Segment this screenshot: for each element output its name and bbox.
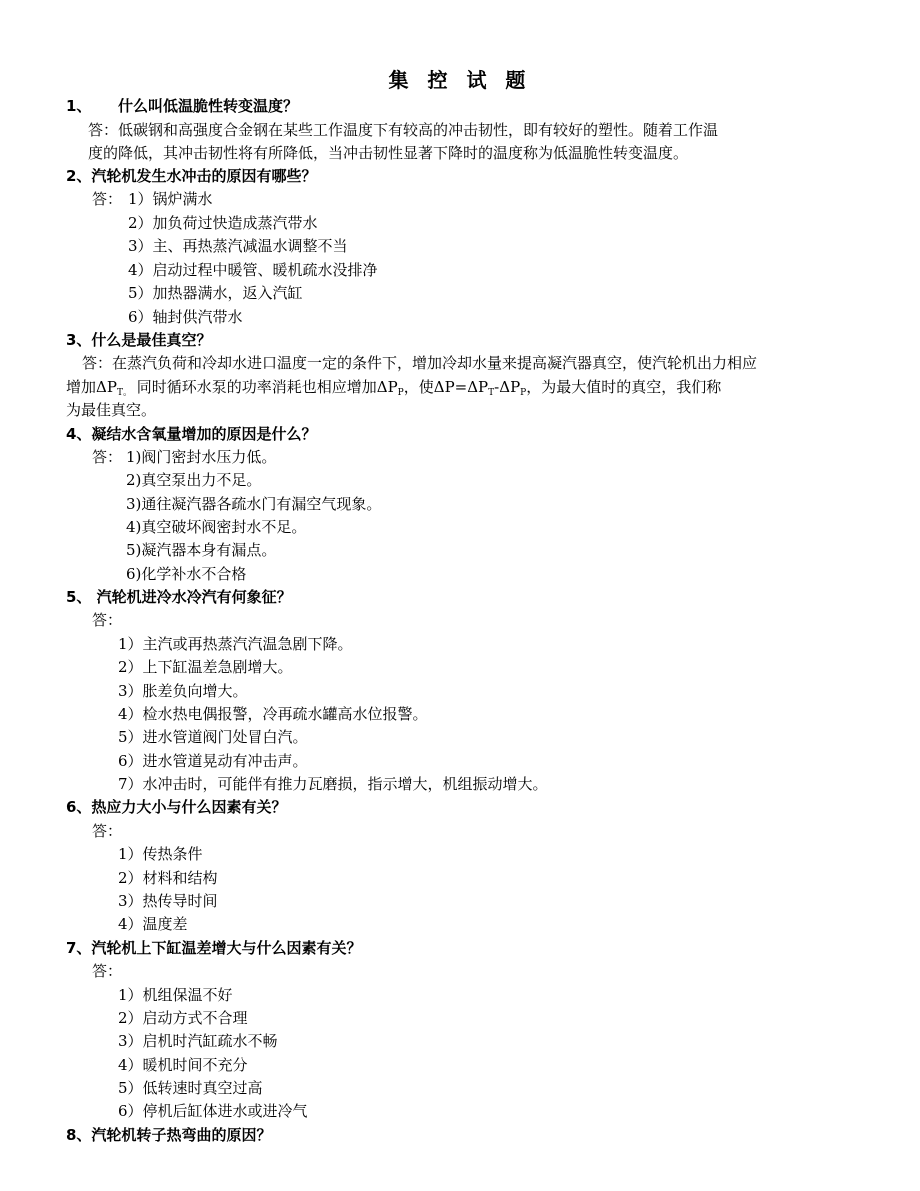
- question-5-item: 4）检水热电偶报警，冷再疏水罐高水位报警。: [118, 705, 428, 723]
- question-4-heading: 4、凝结水含氧量增加的原因是什么？: [66, 425, 317, 443]
- question-4-item: 1)阀门密封水压力低。: [126, 448, 277, 466]
- question-2-item: 1）锅炉满水: [128, 190, 213, 208]
- question-4-item: 6)化学补水不合格: [126, 565, 247, 583]
- question-6-item: 1）传热条件: [118, 845, 203, 863]
- question-5-item: 7）水冲击时，可能伴有推力瓦磨损，指示增大，机组振动增大。: [118, 775, 548, 793]
- question-4-item: 4)真空破坏阀密封水不足。: [126, 518, 307, 536]
- question-5-heading: 5、 汽轮机进冷水冷汽有何象征？: [66, 588, 292, 606]
- question-2-heading: 2、汽轮机发生水冲击的原因有哪些？: [66, 167, 317, 185]
- question-6-item: 3）热传导时间: [118, 892, 218, 910]
- question-4-item: 2)真空泵出力不足。: [126, 471, 262, 489]
- question-5-item: 2）上下缸温差急剧增大。: [118, 658, 293, 676]
- question-4-item: 5)凝汽器本身有漏点。: [126, 541, 277, 559]
- question-7-heading: 7、汽轮机上下缸温差增大与什么因素有关？: [66, 939, 362, 957]
- question-8-heading: 8、汽轮机转子热弯曲的原因？: [66, 1126, 272, 1144]
- question-7-item: 1）机组保温不好: [118, 986, 233, 1004]
- question-7-item: 2）启动方式不合理: [118, 1009, 248, 1027]
- question-5-item: 6）进水管道晃动有冲击声。: [118, 752, 308, 770]
- question-7-item: 5）低转速时真空过高: [118, 1079, 263, 1097]
- question-6-answer-prefix: 答：: [92, 822, 123, 840]
- question-4-answer-prefix: 答：: [92, 448, 123, 466]
- question-4-item: 3)通往凝汽器各疏水门有漏空气现象。: [126, 495, 382, 513]
- question-5-item: 5）进水管道阀门处冒白汽。: [118, 728, 308, 746]
- question-2-item: 5）加热器满水，返入汽缸: [128, 284, 303, 302]
- question-5-item: 3）胀差负向增大。: [118, 682, 248, 700]
- question-1-answer-line-1: 答：低碳钢和高强度合金钢在某些工作温度下有较高的冲击韧性，即有较好的塑性。随着工作温: [88, 121, 719, 139]
- question-7-item: 4）暖机时间不充分: [118, 1056, 248, 1074]
- question-3-answer-line-1: 答：在蒸汽负荷和冷却水进口温度一定的条件下，增加冷却水量来提高凝汽器真空，使汽轮机出力相应: [82, 354, 758, 372]
- question-3-heading: 3、什么是最佳真空？: [66, 331, 212, 349]
- question-2-item: 6）轴封供汽带水: [128, 308, 243, 326]
- question-1-heading: 什么叫低温脆性转变温度？: [118, 97, 299, 115]
- question-1-answer-line-2: 度的降低，其冲击韧性将有所降低，当冲击韧性显著下降时的温度称为低温脆性转变温度。: [88, 144, 689, 162]
- question-6-heading: 6、热应力大小与什么因素有关？: [66, 798, 287, 816]
- question-3-answer-line-3: 为最佳真空。: [66, 401, 157, 419]
- question-6-item: 2）材料和结构: [118, 869, 218, 887]
- question-2-item: 3）主、再热蒸汽减温水调整不当: [128, 237, 348, 255]
- question-3-answer-line-2: 增加$\Delta P_{T。}$ 同时循环水泵的功率消耗也相应增加$\Delta P_P$，使$\Delta P=\Delta P_T-\Delta P_P$，为最大值时的真空，我们称: [66, 378, 722, 398]
- question-7-item: 3）启机时汽缸疏水不畅: [118, 1032, 278, 1050]
- question-2-answer-prefix: 答：: [92, 190, 123, 208]
- question-1-number: 1、: [66, 97, 92, 115]
- question-7-item: 6）停机后缸体进水或进冷气: [118, 1102, 308, 1120]
- question-6-item: 4）温度差: [118, 915, 188, 933]
- question-5-answer-prefix: 答：: [92, 611, 123, 629]
- page-title: 集 控 试 题: [388, 68, 532, 92]
- question-2-item: 2）加负荷过快造成蒸汽带水: [128, 214, 318, 232]
- question-7-answer-prefix: 答：: [92, 962, 123, 980]
- question-5-item: 1）主汽或再热蒸汽汽温急剧下降。: [118, 635, 353, 653]
- question-2-item: 4）启动过程中暖管、暖机疏水没排净: [128, 261, 378, 279]
